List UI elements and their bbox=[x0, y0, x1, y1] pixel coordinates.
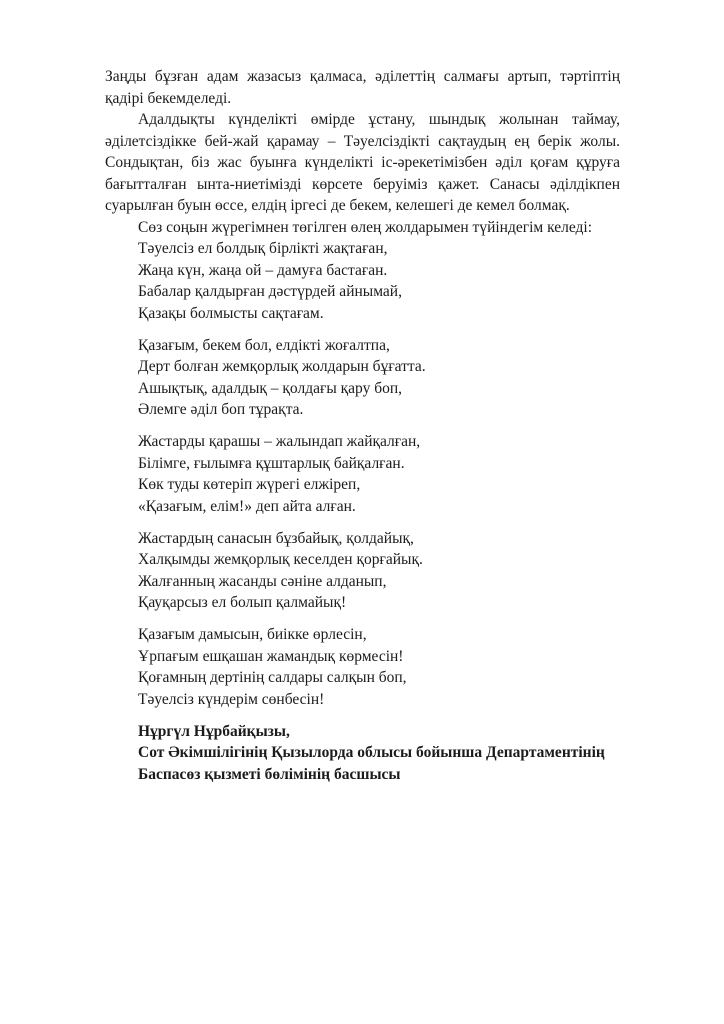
poem-line: «Қазағым, елім!» деп айта алған. bbox=[138, 497, 356, 515]
poem-stanza-2 bbox=[138, 335, 620, 421]
signature-block bbox=[138, 721, 620, 786]
poem-stanza-5 bbox=[138, 624, 620, 710]
poem-line: Тәуелсіз күндерім сөнбесін! bbox=[138, 690, 325, 708]
poem-line: Қазақы болмысты сақтағам. bbox=[138, 304, 324, 322]
poem-stanza-1 bbox=[138, 238, 620, 324]
signature-position: Баспасөз қызметі бөлімінің басшысы bbox=[138, 765, 401, 783]
poem-stanza-3 bbox=[138, 431, 620, 517]
poem-line: Жастардың санасын бұзбайық, қолдайық, bbox=[138, 529, 414, 547]
poem-stanza-4 bbox=[138, 528, 620, 614]
poem-line: Жалғанның жасанды сәніне алданып, bbox=[138, 572, 387, 590]
poem-line: Білімге, ғылымға құштарлық байқалған. bbox=[138, 454, 405, 472]
poem-line: Қоғамның дертінің салдары салқын боп, bbox=[138, 669, 407, 686]
poem-intro-line: Сөз соңын жүрегімнен төгілген өлең жолдарымен түйіндегім келеді: bbox=[138, 218, 593, 236]
poem-line: Ашықтық, адалдық – қолдағы қару боп, bbox=[138, 379, 402, 397]
poem-line: Қауқарсыз ел болып қалмайық! bbox=[138, 594, 347, 611]
signature-author-name: Нұргүл Нұрбайқызы, bbox=[138, 722, 290, 740]
signature-organization: Сот Әкімшілігінің Қызылорда облысы бойынша Департаментінің bbox=[138, 744, 605, 761]
poem-line: Қазағым дамысын, биікке өрлесін, bbox=[138, 626, 367, 643]
poem-line: Ұрпағым ешқашан жамандық көрмесін! bbox=[138, 647, 404, 665]
poem-line: Әлемге әділ боп тұрақта. bbox=[138, 401, 304, 418]
poem-line: Көк туды көтеріп жүрегі елжіреп, bbox=[138, 476, 361, 493]
poem-line: Бабалар қалдырған дәстүрдей айнымай, bbox=[138, 283, 402, 300]
body-paragraph-1: Заңды бұзған адам жазасыз қалмаса, әділеттің салмағы артып, тәртіптің қадірі бекемделеді. bbox=[105, 68, 620, 107]
poem-line: Жаңа күн, жаңа ой – дамуға бастаған. bbox=[138, 261, 388, 279]
poem-line: Қазағым, бекем бол, елдікті жоғалтпа, bbox=[138, 336, 390, 354]
body-paragraph-2: Адалдықты күнделікті өмірде ұстану, шындық жолынан таймау, әділетсіздікке бей-жай қарамау – Тәуелсіздікті сақтаудың ең берік жолы. Сондықтан, біз жас буынға күнделікті іс-әрекетімізбен әділ қоғам құруға бағытталған ынта-ниетімізді көрсете беруіміз қажет. Санасы әділдікпен суарылған буын өссе, елдің іргесі де бекем, келешегі де кемел болмақ. bbox=[105, 111, 620, 214]
poem-line: Дерт болған жемқорлық жолдарын бұғатта. bbox=[138, 358, 426, 375]
poem-line: Жастарды қарашы – жалындап жайқалған, bbox=[138, 433, 421, 450]
poem-line: Тәуелсіз ел болдық бірлікті жақтаған, bbox=[138, 240, 388, 257]
poem-line: Халқымды жемқорлық кеселден қорғайық. bbox=[138, 551, 423, 568]
